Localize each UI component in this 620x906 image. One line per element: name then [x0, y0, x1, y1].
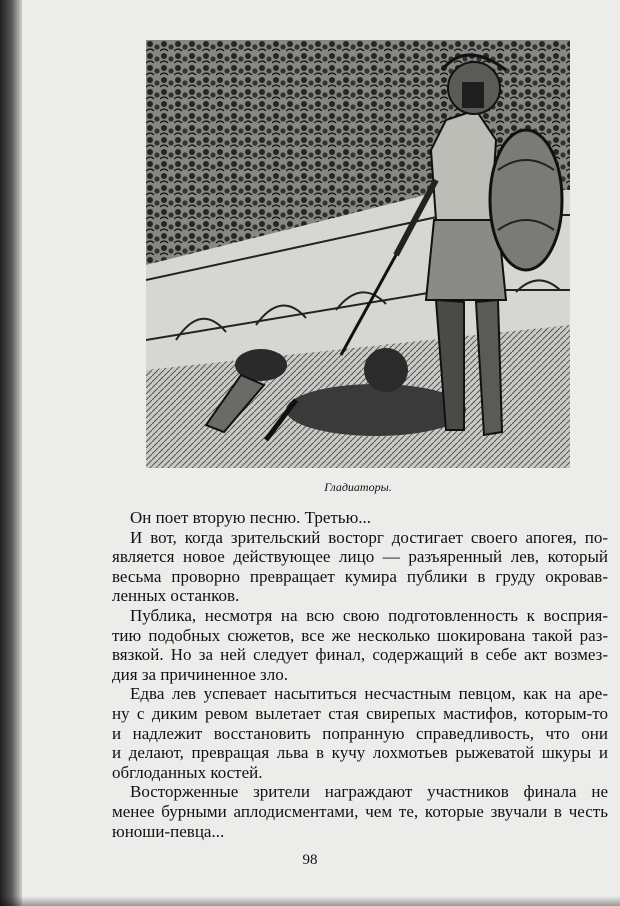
binding-shadow [0, 0, 22, 906]
text-line: Восторженные зрители награждают участников финала не [130, 782, 608, 802]
paragraph-1 [112, 508, 608, 528]
text-line: тию подобных сюжетов, все же несколько шокирована такой раз- [112, 625, 608, 645]
figure-caption: Гладиаторы. [324, 480, 392, 494]
gladiators-illustration [146, 40, 570, 468]
bottom-edge-shadow [0, 896, 620, 906]
text-line: менее бурными аплодисментами, чем те, которые звучали в честь [112, 801, 608, 821]
text-line: дия за причиненное зло. [112, 664, 288, 684]
paragraph-2 [112, 528, 608, 606]
text-line: И вот, когда зрительский восторг достигает своего апогея, по- [130, 527, 608, 547]
text-line: Он поет вторую песню. Третью... [130, 508, 372, 527]
text-line: и надлежит восстановить попранную справедливость, что они [112, 723, 608, 743]
text-line: является новое действующее лицо — разъяренный лев, который [112, 547, 608, 567]
page-number: 98 [302, 852, 318, 868]
paragraph-3 [112, 606, 608, 684]
paragraph-4 [112, 684, 608, 782]
body-text [112, 508, 608, 841]
text-line: обглоданных костей. [112, 762, 263, 782]
text-line: ну с диким ревом вылетает стая свирепых мастифов, которым-то [112, 703, 608, 723]
text-line: весьма проворно превращает кумира публики в груду окровав- [112, 566, 608, 586]
text-line: юноши-певца... [112, 821, 225, 841]
paragraph-5 [112, 782, 608, 841]
text-line: ленных останков. [112, 586, 240, 606]
text-line: Публика, несмотря на всю свою подготовленность к восприя- [130, 605, 608, 625]
text-line: Едва лев успевает насытиться несчастным певцом, как на аре- [130, 684, 608, 704]
text-line: и делают, превращая льва в кучу лохмотьев рыжеватой шкуры и [112, 743, 608, 763]
gladiators-drawing [146, 40, 570, 468]
text-line: вязкой. Но за ней следует финал, содержащий в себе акт возмез- [112, 645, 608, 665]
